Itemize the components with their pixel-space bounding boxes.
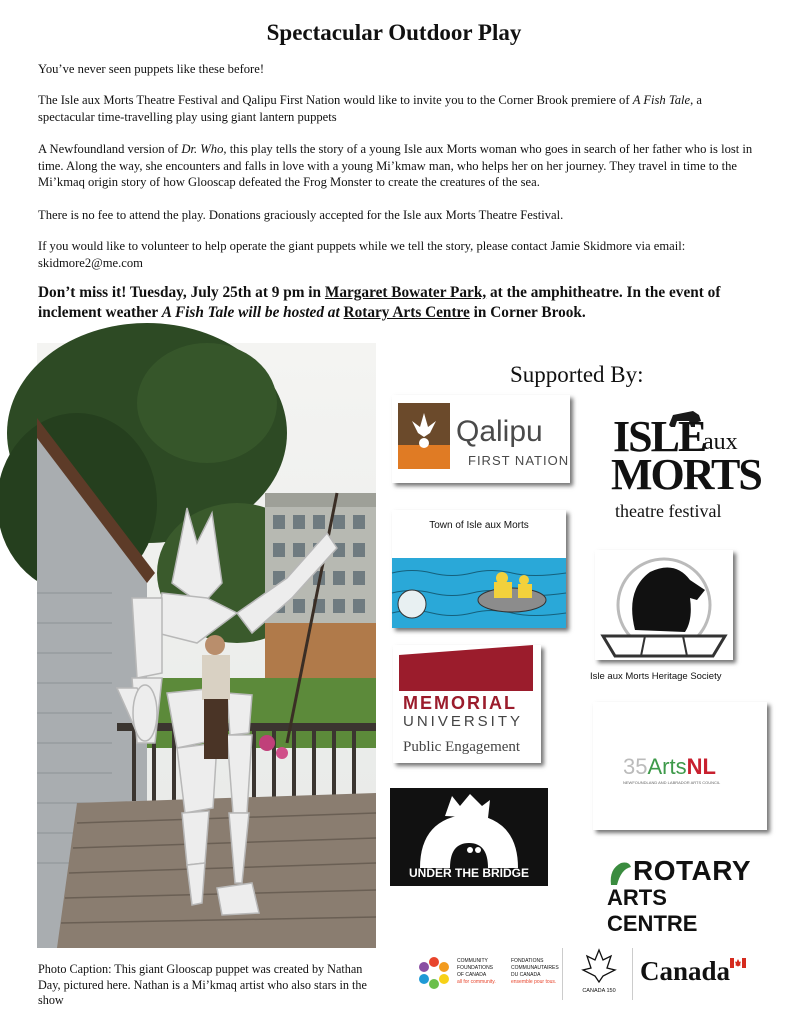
divider	[562, 948, 563, 1000]
canada-150-logo: CANADA 150	[572, 948, 626, 1000]
photo-caption: Photo Caption: This giant Glooscap puppet was created by Nathan Day, pictured here. Nathan is a Mi’kmaq artist who also stars in the show	[38, 962, 367, 1007]
qalipu-emblem-icon	[398, 403, 450, 469]
supported-by-heading: Supported By:	[510, 362, 644, 387]
event-headline: Don’t miss it! Tuesday, July 25th at 9 pm in Margaret Bowater Park, at the amphitheatre. In the event of inclement weather A Fish Tale will be hosted at Rotary Arts Centre in Corner Brook.	[38, 284, 721, 321]
canada-flag-icon	[730, 958, 746, 968]
town-isle-aux-morts-logo: Town of Isle aux Morts	[392, 510, 566, 628]
artsnl-logo: 35ArtsNL NEWFOUNDLAND AND LABRADOR ARTS COUNCIL	[593, 702, 767, 830]
venue-link[interactable]: Rotary Arts Centre	[343, 304, 470, 321]
cfc-flower-icon	[415, 954, 453, 992]
intro-line: You’ve never seen puppets like these before!	[38, 62, 265, 76]
fee-paragraph: There is no fee to attend the play. Donations graciously accepted for the Isle aux Morts Theatre Festival.	[38, 208, 564, 222]
canada-wordmark-logo: Canada	[640, 956, 750, 992]
puppet-photo	[37, 343, 376, 948]
iam-theatre-festival-logo: ISLE aux MORTS theatre festival	[605, 405, 765, 525]
qalipu-logo	[392, 395, 570, 483]
divider	[632, 948, 633, 1000]
qalipu-subtitle: FIRST NATION	[468, 453, 570, 468]
rotary-arts-centre-logo: ROTARY ARTS CENTRE	[607, 855, 752, 936]
invite-paragraph: The Isle aux Morts Theatre Festival and Qalipu First Nation would like to invite you to the Corner Brook premiere of A Fish Tale, a spectacular time-travelling play using giant lantern puppets	[38, 93, 702, 124]
community-foundations-logo: COMMUNITY FOUNDATIONS OF CANADA all for community. FONDATIONS COMMUNAUTAIRES DU CANADA ensemble pour tous.	[415, 952, 565, 994]
park-link[interactable]: Margaret Bowater Park,	[324, 284, 487, 301]
volunteer-paragraph: If you would like to volunteer to help operate the giant puppets while we tell the story, please contact Jamie Skidmore via email: skidmore2@me.com	[38, 239, 686, 270]
story-paragraph: A Newfoundland version of Dr. Who, this play tells the story of a young Isle aux Morts woman who goes in search of her father who is lost in time. Along the way, she encounters and falls in love with a young Mi’kmaw man, who helps her on her journey. They travel in time to the Mi’kmaq origin story of how Glooscap defeated the Frog Monster to create the creatures of the sea.	[38, 142, 753, 189]
heritage-society-logo	[595, 550, 733, 660]
qalipu-name: Qalipu	[456, 415, 543, 448]
heritage-society-name: Isle aux Morts Heritage Society	[590, 671, 722, 682]
memorial-university-logo: MEMORIAL UNIVERSITY Public Engagement	[393, 645, 541, 763]
page-title: Spectacular Outdoor Play	[266, 20, 522, 45]
under-the-bridge-logo: UNDER THE BRIDGE	[390, 788, 548, 886]
maple-leaf-icon	[581, 948, 617, 982]
